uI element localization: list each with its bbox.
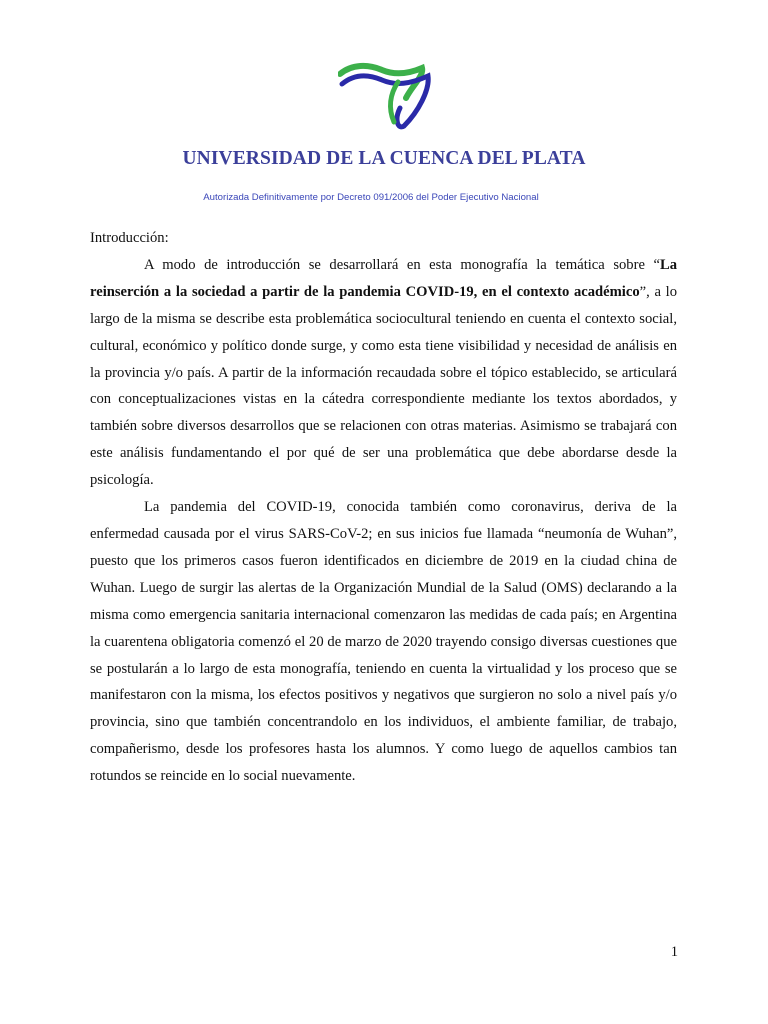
paragraph-1-end: ”, a lo largo de la misma se describe esta problemática sociocultural teniendo en cuenta el contexto social, cultural, económico y político donde surge, y como esta tiene visibilidad y necesidad de análisis en la provincia y/o país. A partir de la información recaudada sobre el tópico establecido, se articulará con conceptualizaciones vistas en la cátedra correspondiente mediante los textos abordados, y también sobre diversos desarrollos que se relacionen con otras materias. Asimismo se trabajará con este análisis fundamentando el por qué de ser una problemática que debe abordarse desde la psicología. — [90, 283, 677, 489]
decree-subtitle: Autorizada Definitivamente por Decreto 091/2006 del Poder Ejecutivo Nacional — [203, 192, 539, 203]
paragraph-1 — [90, 252, 677, 494]
page-number: 1 — [670, 944, 678, 960]
document-body — [90, 225, 677, 790]
university-river-logo-icon — [338, 60, 434, 132]
university-name: UNIVERSIDAD DE LA CUENCA DEL PLATA — [182, 148, 586, 169]
paragraph-2: La pandemia del COVID-19, conocida también como coronavirus, deriva de la enfermedad causada por el virus SARS-CoV-2; en sus inicios fue llamada “neumonía de Wuhan”, puesto que los primeros casos fueron identificados en diciembre de 2019 en la ciudad china de Wuhan. Luego de surgir las alertas de la Organización Mundial de la Salud (OMS) declarando a la misma como emergencia sanitaria internacional comenzaron las medidas de cada país; en Argentina la cuarentena obligatoria comenzó el 20 de marzo de 2020 trayendo consigo diversas cuestiones que se postularán a lo largo de esta monografía, teniendo en cuenta la virtualidad y los proceso que se manifestaron con la misma, los efectos positivos y negativos que surgieron no solo a nivel país y/o provincia, sino que también concentrandolo en los individuos, el ambiente familiar, de trabajo, compañerismo, desde los profesores hasta los alumnos. Y como luego de aquellos cambios tan rotundos se reincide en lo social nuevamente. — [90, 499, 677, 785]
paragraph-1-start: A modo de introducción se desarrollará en esta monografía la temática sobre “ — [144, 256, 660, 273]
paragraph-1-bold-topic: La reinserción a la sociedad a partir de la pandemia COVID-19, en el contexto académico — [90, 256, 677, 300]
section-heading: Introducción: — [90, 230, 169, 246]
